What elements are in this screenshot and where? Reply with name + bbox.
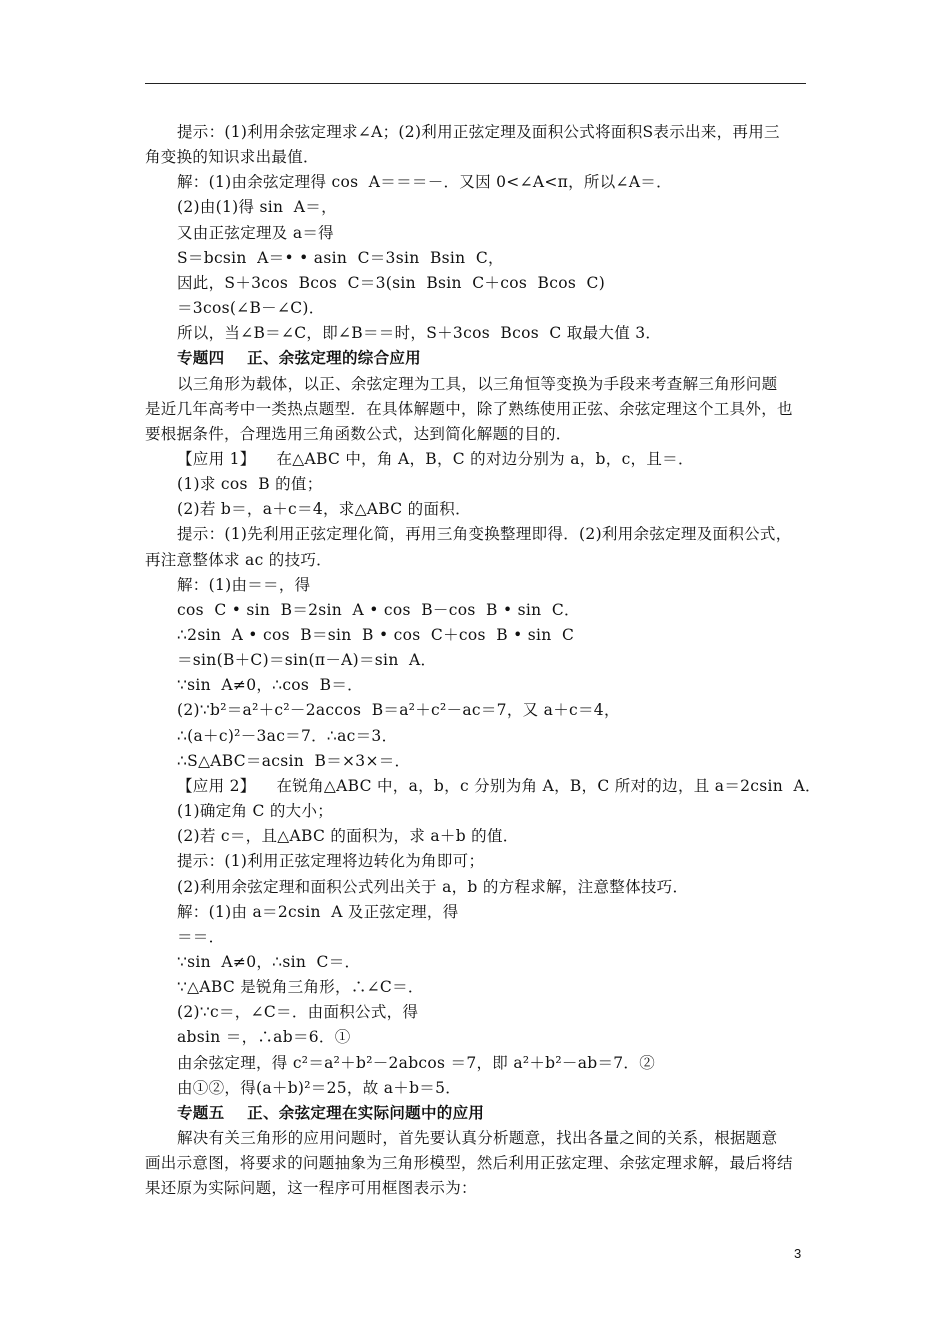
text-line: 提示：(1)先利用正弦定理化简，再用三角变换整理即得．(2)利用余弦定理及面积公式， bbox=[177, 525, 792, 544]
text-line: 【应用 1】 在△ABC 中，角 A，B，C 的对边分别为 a，b，c，且＝． bbox=[177, 449, 694, 468]
text-line: (1)求 cos B 的值； bbox=[177, 475, 323, 494]
text-line: 【应用 2】 在锐角△ABC 中，a，b，c 分别为角 A，B，C 所对的边，且 a＝2csin A． bbox=[177, 776, 821, 795]
text-line: 果还原为实际问题，这一程序可用框图表示为： bbox=[145, 1179, 477, 1198]
text-line: 解：(1)由＝＝，得 bbox=[177, 575, 311, 594]
text-line: ∵sin A≠0，∴sin C＝． bbox=[177, 952, 361, 971]
text-line: absin ＝，∴ab＝6．① bbox=[177, 1028, 351, 1047]
text-line: 所以，当∠B＝∠C，即∠B＝＝时，S＋3cos Bcos C 取最大值 3． bbox=[177, 324, 662, 343]
text-line: ＝sin(B＋C)＝sin(π－A)＝sin A． bbox=[177, 651, 437, 670]
text-line: 是近几年高考中一类热点题型．在具体解题中，除了熟练使用正弦、余弦定理这个工具外，也 bbox=[145, 399, 793, 418]
text-line: 又由正弦定理及 a＝得 bbox=[177, 223, 334, 242]
text-line: 解：(1)由 a＝2csin A 及正弦定理，得 bbox=[177, 902, 459, 921]
text-line: 由余弦定理，得 c²＝a²＋b²－2abcos ＝7，即 a²＋b²－ab＝7．② bbox=[177, 1053, 656, 1072]
text-line: 提示：(1)利用正弦定理将边转化为角即可； bbox=[177, 852, 485, 871]
text-line: (2)利用余弦定理和面积公式列出关于 a，b 的方程求解，注意整体技巧． bbox=[177, 877, 689, 896]
text-line: 提示：(1)利用余弦定理求∠A；(2)利用正弦定理及面积公式将面积S表示出来，再用三 bbox=[177, 123, 780, 141]
text-line: 以三角形为载体，以正、余弦定理为工具，以三角恒等变换为手段来考查解三角形问题 bbox=[177, 374, 778, 393]
text-line: (2)若 b＝，a＋c＝4，求△ABC 的面积． bbox=[177, 500, 471, 519]
text-line: (2)∵c＝，∠C＝．由面积公式，得 bbox=[177, 1003, 419, 1022]
text-line: 角变换的知识求出最值． bbox=[145, 148, 319, 167]
text-line: ＝＝． bbox=[177, 927, 225, 946]
section-heading: 专题五 正、余弦定理在实际问题中的应用 bbox=[177, 1102, 485, 1122]
text-line: (1)确定角 C 的大小； bbox=[177, 802, 334, 821]
text-line: 要根据条件，合理选用三角函数公式，达到简化解题的目的． bbox=[145, 424, 572, 443]
text-line: ∴2sin A • cos B＝sin B • cos C＋cos B • sin C bbox=[177, 626, 575, 644]
text-line: S＝bcsin A＝• • asin C＝3sin Bsin C， bbox=[177, 248, 504, 267]
text-line: cos C • sin B＝2sin A • cos B－cos B • sin C． bbox=[177, 600, 580, 619]
page-number: 3 bbox=[794, 1246, 802, 1261]
text-line: (2)由(1)得 sin A＝， bbox=[177, 198, 337, 217]
text-line: ∴S△ABC＝acsin B＝×3×＝． bbox=[177, 751, 411, 770]
text-line: ∵△ABC 是锐角三角形，∴∠C＝． bbox=[177, 978, 424, 997]
text-line: 画出示意图，将要求的问题抽象为三角形模型，然后利用正弦定理、余弦定理求解，最后将结 bbox=[145, 1154, 793, 1173]
text-line: (2)∵b²＝a²＋c²－2accos B＝a²＋c²－ac＝7，又 a＋c＝4， bbox=[177, 701, 620, 720]
text-line: ＝3cos(∠B－∠C)． bbox=[177, 299, 325, 318]
text-line: 解：(1)由余弦定理得 cos A＝＝＝－．又因 0<∠A<π，所以∠A＝． bbox=[177, 173, 672, 192]
text-line: ∴(a＋c)²－3ac＝7．∴ac＝3． bbox=[177, 726, 398, 745]
text-line: 由①②，得(a＋b)²＝25，故 a＋b＝5． bbox=[177, 1078, 462, 1097]
text-line: (2)若 c＝，且△ABC 的面积为，求 a＋b 的值． bbox=[177, 827, 519, 846]
section-heading: 专题四 正、余弦定理的综合应用 bbox=[177, 348, 421, 368]
header-rule bbox=[145, 83, 806, 84]
text-line: 解决有关三角形的应用问题时，首先要认真分析题意，找出各量之间的关系，根据题意 bbox=[177, 1129, 778, 1147]
text-line: 再注意整体求 ac 的技巧． bbox=[145, 550, 332, 569]
text-line: 因此，S＋3cos Bcos C＝3(sin Bsin C＋cos Bcos C) bbox=[177, 273, 606, 292]
text-line: ∵sin A≠0，∴cos B＝． bbox=[177, 676, 363, 695]
